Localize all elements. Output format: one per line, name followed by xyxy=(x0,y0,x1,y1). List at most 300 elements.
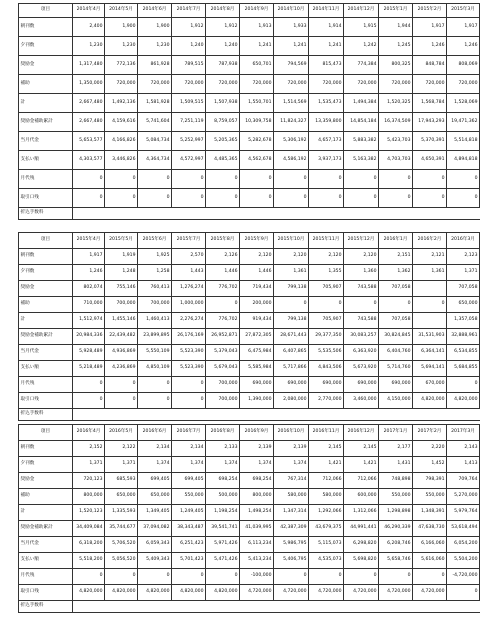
month-header: 2015年7月 xyxy=(172,233,206,249)
month-header: 2014年8月 xyxy=(206,4,240,18)
value-cell: 1,249,405 xyxy=(172,505,206,521)
month-header: 2014年4月 xyxy=(73,4,105,18)
value-cell: 4,150,000 xyxy=(379,393,413,409)
value-cell: 2,667,480 xyxy=(73,94,105,113)
value-cell xyxy=(447,208,480,220)
month-header: 2017年1月 xyxy=(379,425,413,441)
row-label: 朝刊数 xyxy=(19,18,73,37)
row-label: 奨励金補助累計 xyxy=(19,329,73,345)
value-cell: 4,364,734 xyxy=(138,151,172,170)
incentive-row xyxy=(19,56,480,75)
value-cell: 5,523,390 xyxy=(172,345,206,361)
value-cell: 6,363,920 xyxy=(344,345,379,361)
ledger-table-2015 xyxy=(18,232,480,421)
value-cell: 808,069 xyxy=(447,56,480,75)
value-cell: 919,434 xyxy=(240,313,274,329)
value-cell: 3,446,826 xyxy=(105,151,138,170)
row-label: 奨励金補助累計 xyxy=(19,113,73,132)
value-cell xyxy=(172,601,206,613)
value-cell: 4,650,391 xyxy=(413,151,447,170)
row-label: 夕刊数 xyxy=(19,265,73,281)
value-cell: 720,000 xyxy=(413,75,447,94)
value-cell: 5,270,000 xyxy=(447,489,480,505)
evening-edition-row xyxy=(19,265,480,281)
value-cell: 802,074 xyxy=(73,281,105,297)
month-header: 2015年5月 xyxy=(105,233,138,249)
value-cell: 789,515 xyxy=(172,56,206,75)
value-cell: 5,673,920 xyxy=(344,361,379,377)
value-cell: 2,145 xyxy=(309,441,344,457)
value-cell: 1,900 xyxy=(105,18,138,37)
incentive-row xyxy=(19,473,480,489)
value-cell: 1,912 xyxy=(172,18,206,37)
value-cell: 1,520,325 xyxy=(379,94,413,113)
value-cell: 6,054,200 xyxy=(447,537,480,553)
value-cell: 0 xyxy=(274,170,309,189)
value-cell: 550,000 xyxy=(379,489,413,505)
monthly-balance-row xyxy=(19,377,480,393)
row-label: 補助 xyxy=(19,75,73,94)
value-cell: 0 xyxy=(172,569,206,585)
value-cell: 0 xyxy=(379,569,413,585)
value-cell: 0 xyxy=(138,377,172,393)
value-cell: 690,000 xyxy=(274,377,309,393)
value-cell: 1,581,928 xyxy=(138,94,172,113)
value-cell: 1,348,391 xyxy=(413,505,447,521)
value-cell xyxy=(344,409,379,421)
value-cell: 1,242 xyxy=(344,37,379,56)
value-cell: 1,498,254 xyxy=(240,505,274,521)
value-cell: 4,820,000 xyxy=(138,585,172,601)
value-cell: 5,379,043 xyxy=(206,345,240,361)
value-cell: 1,241 xyxy=(240,37,274,56)
value-cell: 0 xyxy=(105,569,138,585)
row-label: 折込手数料 xyxy=(19,208,73,220)
value-cell xyxy=(413,208,447,220)
value-cell: 1,246 xyxy=(413,37,447,56)
value-cell xyxy=(240,208,274,220)
value-cell: 0 xyxy=(206,569,240,585)
value-cell: 0 xyxy=(172,189,206,208)
value-cell xyxy=(172,208,206,220)
month-header: 2015年3月 xyxy=(447,4,480,18)
monthly-balance-row xyxy=(19,569,480,585)
payment-row xyxy=(19,553,480,569)
header-label: 項目 xyxy=(19,233,73,249)
row-label: 奨励金 xyxy=(19,56,73,75)
value-cell: 0 xyxy=(172,170,206,189)
value-cell: 0 xyxy=(274,297,309,313)
value-cell: 2,120 xyxy=(240,249,274,265)
value-cell: 700,000 xyxy=(206,377,240,393)
value-cell: 1,241 xyxy=(274,37,309,56)
value-cell xyxy=(379,601,413,613)
value-cell xyxy=(172,409,206,421)
value-cell: 7,251,119 xyxy=(172,113,206,132)
value-cell: 1,361 xyxy=(413,265,447,281)
value-cell: 4,720,000 xyxy=(274,585,309,601)
value-cell: 5,056,520 xyxy=(105,553,138,569)
value-cell: 31,531,903 xyxy=(413,329,447,345)
value-cell: 799,138 xyxy=(274,313,309,329)
value-cell: 0 xyxy=(309,189,344,208)
value-cell: 4,820,000 xyxy=(206,585,240,601)
value-cell: 800,000 xyxy=(240,489,274,505)
month-header: 2017年3月 xyxy=(447,425,480,441)
value-cell: 1,355 xyxy=(309,265,344,281)
month-header: 2014年12月 xyxy=(344,4,379,18)
value-cell: 690,000 xyxy=(344,377,379,393)
value-cell: 1,550,701 xyxy=(240,94,274,113)
value-cell xyxy=(344,208,379,220)
value-cell: 0 xyxy=(73,170,105,189)
value-cell: 0 xyxy=(379,170,413,189)
row-label: 支払い額 xyxy=(19,151,73,170)
value-cell: 1,198,254 xyxy=(206,505,240,521)
value-cell: 2,143 xyxy=(447,441,480,457)
monthly-fee-row xyxy=(19,132,480,151)
value-cell: 6,318,200 xyxy=(73,537,105,553)
value-cell: 4,562,678 xyxy=(240,151,274,170)
evening-edition-row xyxy=(19,457,480,473)
value-cell: 1,460,413 xyxy=(138,313,172,329)
value-cell: 1,917 xyxy=(73,249,105,265)
header-row xyxy=(19,233,480,249)
value-cell: 4,820,000 xyxy=(105,585,138,601)
row-label: 取引口残 xyxy=(19,189,73,208)
value-cell: 0 xyxy=(274,569,309,585)
value-cell xyxy=(274,601,309,613)
value-cell: 1,349,405 xyxy=(138,505,172,521)
value-cell: 0 xyxy=(138,170,172,189)
value-cell: 1,245 xyxy=(379,37,413,56)
value-cell: 580,000 xyxy=(309,489,344,505)
row-label: 奨励金 xyxy=(19,473,73,489)
value-cell: 2,134 xyxy=(172,441,206,457)
value-cell: 0 xyxy=(172,393,206,409)
value-cell: 0 xyxy=(344,170,379,189)
header-row xyxy=(19,4,480,18)
value-cell: 5,653,577 xyxy=(73,132,105,151)
row-label: 折込手数料 xyxy=(19,409,73,421)
value-cell: 47,638,730 xyxy=(413,521,447,537)
value-cell xyxy=(413,313,447,329)
value-cell: 776,702 xyxy=(206,281,240,297)
value-cell: 53,618,494 xyxy=(447,521,480,537)
value-cell: 1,900 xyxy=(138,18,172,37)
value-cell: 720,000 xyxy=(240,75,274,94)
value-cell: 720,000 xyxy=(105,75,138,94)
value-cell: 4,485,365 xyxy=(206,151,240,170)
cumulative-row xyxy=(19,329,480,345)
row-label: 計 xyxy=(19,94,73,113)
month-header: 2015年4月 xyxy=(73,233,105,249)
value-cell: 1,246 xyxy=(73,265,105,281)
month-header: 2016年4月 xyxy=(73,425,105,441)
value-cell: 26,952,871 xyxy=(206,329,240,345)
value-cell: 4,720,000 xyxy=(379,585,413,601)
value-cell: 5,218,489 xyxy=(73,361,105,377)
value-cell: 2,126 xyxy=(206,249,240,265)
insert-fee-row xyxy=(19,409,480,421)
value-cell: 34,409,084 xyxy=(73,521,105,537)
value-cell: 755,146 xyxy=(105,281,138,297)
value-cell: 1,350,000 xyxy=(73,75,105,94)
value-cell: 1,915 xyxy=(344,18,379,37)
value-cell: 2,145 xyxy=(344,441,379,457)
value-cell: 13,359,800 xyxy=(309,113,344,132)
value-cell: 5,413,234 xyxy=(240,553,274,569)
value-cell: 44,991,441 xyxy=(344,521,379,537)
month-header: 2015年8月 xyxy=(206,233,240,249)
month-header: 2016年1月 xyxy=(379,233,413,249)
value-cell: 0 xyxy=(447,585,480,601)
value-cell: 5,423,703 xyxy=(379,132,413,151)
payment-row xyxy=(19,151,480,170)
value-cell: 4,850,109 xyxy=(138,361,172,377)
value-cell: 4,720,000 xyxy=(413,585,447,601)
month-header: 2014年7月 xyxy=(172,4,206,18)
value-cell: 709,764 xyxy=(447,473,480,489)
value-cell: 0 xyxy=(413,170,447,189)
value-cell: 719,434 xyxy=(240,281,274,297)
value-cell: 1,374 xyxy=(274,457,309,473)
value-cell xyxy=(274,208,309,220)
value-cell: 1,568,784 xyxy=(413,94,447,113)
value-cell: 20,984,336 xyxy=(73,329,105,345)
value-cell: 2,151 xyxy=(379,249,413,265)
value-cell: 0 xyxy=(379,189,413,208)
row-label: 夕刊数 xyxy=(19,457,73,473)
row-label: 月代残 xyxy=(19,377,73,393)
value-cell: 794,569 xyxy=(274,56,309,75)
value-cell: 4,936,869 xyxy=(105,345,138,361)
value-cell: 1,230 xyxy=(73,37,105,56)
value-cell: 46,290,339 xyxy=(379,521,413,537)
value-cell xyxy=(138,208,172,220)
monthly-fee-row xyxy=(19,537,480,553)
month-header: 2016年10月 xyxy=(274,425,309,441)
value-cell xyxy=(344,601,379,613)
value-cell: 2,139 xyxy=(274,441,309,457)
trade-balance-row xyxy=(19,393,480,409)
value-cell: 6,251,423 xyxy=(172,537,206,553)
value-cell: 1,230 xyxy=(138,37,172,56)
month-header: 2016年9月 xyxy=(240,425,274,441)
value-cell: 776,702 xyxy=(206,313,240,329)
month-header: 2017年2月 xyxy=(413,425,447,441)
cumulative-row xyxy=(19,113,480,132)
header-label: 項目 xyxy=(19,425,73,441)
subsidy-row xyxy=(19,75,480,94)
value-cell: 38,343,487 xyxy=(172,521,206,537)
value-cell: 707,058 xyxy=(379,313,413,329)
value-cell: 720,000 xyxy=(274,75,309,94)
insert-fee-row xyxy=(19,601,480,613)
row-label: 当月代金 xyxy=(19,537,73,553)
value-cell: 1,494,384 xyxy=(344,94,379,113)
value-cell: 4,820,000 xyxy=(73,585,105,601)
insert-fee-row xyxy=(19,208,480,220)
value-cell: 2,121 xyxy=(413,249,447,265)
value-cell: 0 xyxy=(105,170,138,189)
trade-balance-row xyxy=(19,585,480,601)
value-cell: 2,770,000 xyxy=(309,393,344,409)
value-cell: 0 xyxy=(73,393,105,409)
value-cell: 4,159,616 xyxy=(105,113,138,132)
value-cell: 1,374 xyxy=(172,457,206,473)
value-cell: 5,679,043 xyxy=(206,361,240,377)
value-cell xyxy=(105,208,138,220)
value-cell: 5,523,390 xyxy=(172,361,206,377)
value-cell: 5,616,060 xyxy=(413,553,447,569)
subsidy-row xyxy=(19,297,480,313)
value-cell: 772,136 xyxy=(105,56,138,75)
value-cell: 700,000 xyxy=(138,297,172,313)
value-cell: 5,928,489 xyxy=(73,345,105,361)
month-header: 2016年7月 xyxy=(172,425,206,441)
value-cell: 699,405 xyxy=(138,473,172,489)
value-cell: 798,391 xyxy=(413,473,447,489)
value-cell: 1,912 xyxy=(206,18,240,37)
value-cell: 1,452 xyxy=(413,457,447,473)
value-cell: 698,254 xyxy=(206,473,240,489)
value-cell: 0 xyxy=(138,189,172,208)
value-cell: 690,000 xyxy=(309,377,344,393)
total-row xyxy=(19,94,480,113)
value-cell: 1,421 xyxy=(344,457,379,473)
value-cell xyxy=(138,409,172,421)
value-cell: 600,000 xyxy=(344,489,379,505)
value-cell xyxy=(379,208,413,220)
value-cell: -100,000 xyxy=(240,569,274,585)
value-cell: 14,854,184 xyxy=(344,113,379,132)
value-cell: 1,246 xyxy=(447,37,480,56)
value-cell: 5,370,391 xyxy=(413,132,447,151)
value-cell: 3,937,173 xyxy=(309,151,344,170)
value-cell: 0 xyxy=(309,170,344,189)
value-cell: 1,374 xyxy=(206,457,240,473)
value-cell: 1,421 xyxy=(309,457,344,473)
ledger-table-2016 xyxy=(18,424,480,613)
payment-row xyxy=(19,361,480,377)
value-cell: 5,306,192 xyxy=(274,132,309,151)
value-cell: 743,588 xyxy=(344,281,379,297)
value-cell: 5,205,365 xyxy=(206,132,240,151)
value-cell: 1,917 xyxy=(413,18,447,37)
value-cell: 5,979,764 xyxy=(447,505,480,521)
value-cell: 4,586,192 xyxy=(274,151,309,170)
value-cell: 42,387,309 xyxy=(274,521,309,537)
value-cell: 799,138 xyxy=(274,281,309,297)
value-cell: 0 xyxy=(309,569,344,585)
value-cell: 0 xyxy=(73,569,105,585)
row-label: 朝刊数 xyxy=(19,441,73,457)
value-cell: 4,572,997 xyxy=(172,151,206,170)
value-cell: 1,000,000 xyxy=(172,297,206,313)
value-cell: 698,254 xyxy=(240,473,274,489)
value-cell: 4,657,173 xyxy=(309,132,344,151)
value-cell: 4,166,826 xyxy=(105,132,138,151)
value-cell: 720,000 xyxy=(206,75,240,94)
row-label: 月代残 xyxy=(19,569,73,585)
value-cell: 4,703,703 xyxy=(379,151,413,170)
value-cell: 6,059,343 xyxy=(138,537,172,553)
value-cell: 5,658,746 xyxy=(379,553,413,569)
header-row xyxy=(19,425,480,441)
value-cell: 1,248 xyxy=(105,265,138,281)
value-cell: 748,898 xyxy=(379,473,413,489)
value-cell xyxy=(105,409,138,421)
value-cell: 0 xyxy=(138,393,172,409)
value-cell: 2,120 xyxy=(309,249,344,265)
value-cell: 743,588 xyxy=(344,313,379,329)
value-cell: 2,123 xyxy=(447,249,480,265)
month-header: 2015年10月 xyxy=(274,233,309,249)
value-cell: 39,541,741 xyxy=(206,521,240,537)
value-cell: 1,446 xyxy=(240,265,274,281)
value-cell: 6,364,141 xyxy=(413,345,447,361)
morning-edition-row xyxy=(19,441,480,457)
month-header: 2014年11月 xyxy=(309,4,344,18)
value-cell: 1,362 xyxy=(379,265,413,281)
value-cell: 6,407,865 xyxy=(274,345,309,361)
value-cell: 710,000 xyxy=(73,297,105,313)
value-cell: 861,928 xyxy=(138,56,172,75)
value-cell: 1,919 xyxy=(105,249,138,265)
month-header: 2016年8月 xyxy=(206,425,240,441)
value-cell: 690,000 xyxy=(240,377,274,393)
value-cell: 5,550,109 xyxy=(138,345,172,361)
value-cell xyxy=(73,409,105,421)
value-cell: 6,208,746 xyxy=(379,537,413,553)
value-cell: 4,820,000 xyxy=(447,393,480,409)
value-cell: 1,492,136 xyxy=(105,94,138,113)
value-cell: 1,230 xyxy=(105,37,138,56)
row-label: 計 xyxy=(19,505,73,521)
row-label: 取引口残 xyxy=(19,393,73,409)
value-cell: 23,899,895 xyxy=(138,329,172,345)
value-cell: 4,820,000 xyxy=(172,585,206,601)
value-cell: 41,039,995 xyxy=(240,521,274,537)
month-header: 2016年11月 xyxy=(309,425,344,441)
value-cell xyxy=(240,601,274,613)
value-cell: 720,123 xyxy=(73,473,105,489)
value-cell: 29,377,350 xyxy=(309,329,344,345)
value-cell: 2,177 xyxy=(379,441,413,457)
value-cell: 5,585,984 xyxy=(240,361,274,377)
row-label: 計 xyxy=(19,313,73,329)
value-cell: 720,000 xyxy=(309,75,344,94)
value-cell: 0 xyxy=(344,569,379,585)
month-header: 2015年12月 xyxy=(344,233,379,249)
value-cell: 1,917 xyxy=(447,18,480,37)
value-cell: 0 xyxy=(105,189,138,208)
value-cell: 5,714,760 xyxy=(379,361,413,377)
value-cell: 705,907 xyxy=(309,313,344,329)
value-cell xyxy=(206,409,240,421)
value-cell: 2,134 xyxy=(138,441,172,457)
value-cell: 2,120 xyxy=(344,249,379,265)
value-cell: 5,514,818 xyxy=(447,132,480,151)
value-cell: 707,058 xyxy=(447,281,480,297)
value-cell: 5,986,795 xyxy=(274,537,309,553)
value-cell: 1,512,974 xyxy=(73,313,105,329)
value-cell: 720,000 xyxy=(172,75,206,94)
value-cell: 4,720,000 xyxy=(240,585,274,601)
value-cell: -4,720,000 xyxy=(447,569,480,585)
value-cell: 550,000 xyxy=(172,489,206,505)
